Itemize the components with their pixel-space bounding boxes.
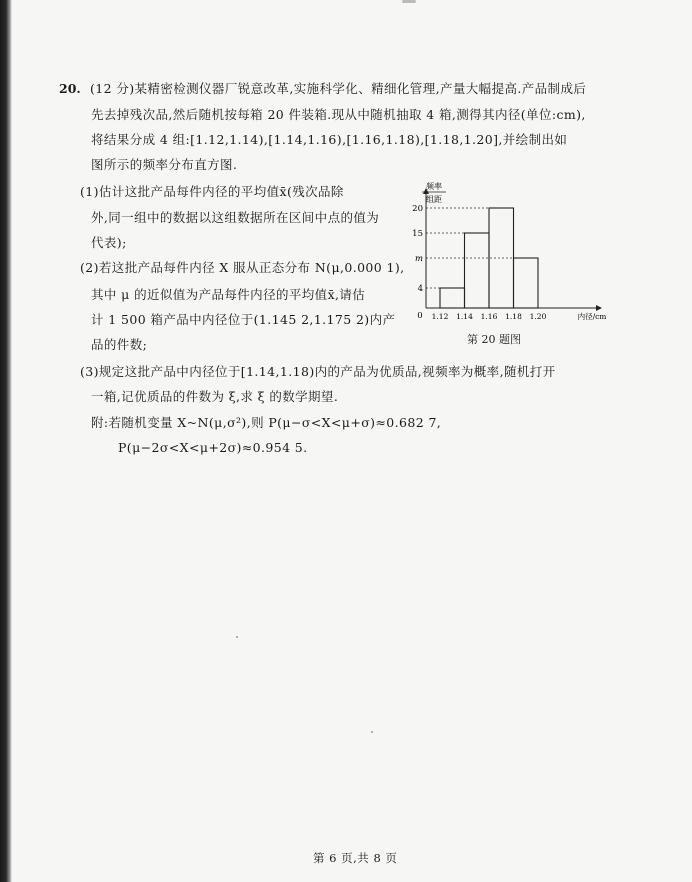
part2-line-2: 其中 μ 的近似值为产品每件内径的平均值x̄,请估 (91, 287, 366, 302)
y-tick-label: 4 (417, 284, 423, 294)
part2-line-1: (2)若这批产品每件内径 X 服从正态分布 N(μ,0.000 1), (80, 260, 405, 275)
histogram-bar (514, 258, 539, 308)
x-tick-label: 1.20 (529, 312, 547, 321)
scan-speck (236, 636, 238, 638)
note-line-1: 附:若随机变量 X~N(μ,σ²),则 P(μ−σ<X<μ+σ)≈0.682 7, (91, 415, 442, 430)
y-tick-label: m (414, 254, 423, 264)
part1-line-3: 代表); (91, 235, 127, 250)
stem-line-1: (12 分)某精密检测仪器厂锐意改革,实施科学化、精细化管理,产量大幅提高.产品制成后 (90, 81, 587, 96)
x-tick-label: 1.14 (456, 312, 473, 321)
stem-line-3: 将结果分成 4 组:[1.12,1.14),[1.14,1.16),[1.16,1.18),[1.18,1.20],并绘制出如 (91, 132, 568, 147)
stem-line-4: 图所示的频率分布直方图. (91, 157, 238, 172)
page-footer: 第 6 页,共 8 页 (313, 851, 398, 865)
y-axis-label-top: 频率 (426, 182, 442, 191)
x-axis-label: 内径/cm (577, 312, 607, 321)
page-shadow (0, 0, 12, 882)
x-tick-label: 1.16 (480, 312, 498, 321)
x-tick-label: 1.12 (431, 312, 449, 321)
y-tick-label: 15 (412, 229, 423, 239)
stem-line-2: 先去掉残次品,然后随机按每箱 20 件装箱.现从中随机抽取 4 箱,测得其内径(单位:cm), (91, 107, 586, 122)
part1-line-1: (1)估计这批产品每件内径的平均值x̄(残次品除 (80, 184, 344, 199)
y-tick-label: 20 (412, 204, 423, 214)
frequency-histogram (400, 176, 610, 326)
scan-speck (371, 731, 373, 733)
part3-line-1: (3)规定这批产品中内径位于[1.14,1.18)内的产品为优质品,视频率为概率,随机打开 (80, 364, 556, 379)
part1-line-2: 外,同一组中的数据以这组数据所在区间中点的值为 (91, 210, 380, 225)
x-tick-label: 1.18 (505, 312, 522, 321)
part2-line-3: 计 1 500 箱产品中内径位于(1.145 2,1.175 2)内产 (91, 312, 396, 327)
x-axis-arrow (596, 305, 602, 311)
histogram-bar (489, 208, 514, 308)
question-number: 20. (59, 81, 81, 96)
note-line-2: P(μ−2σ<X<μ+2σ)≈0.954 5. (118, 440, 308, 455)
part3-line-2: 一箱,记优质品的件数为 ξ,求 ξ 的数学期望. (91, 389, 339, 404)
scan-mark (402, 0, 416, 3)
figure-caption: 第 20 题图 (467, 333, 521, 346)
part2-line-4: 品的件数; (91, 337, 148, 352)
origin-label: 0 (417, 311, 423, 321)
histogram-bar (465, 233, 490, 308)
y-axis-label-bottom: 组距 (426, 195, 442, 204)
histogram-bar (440, 288, 465, 308)
